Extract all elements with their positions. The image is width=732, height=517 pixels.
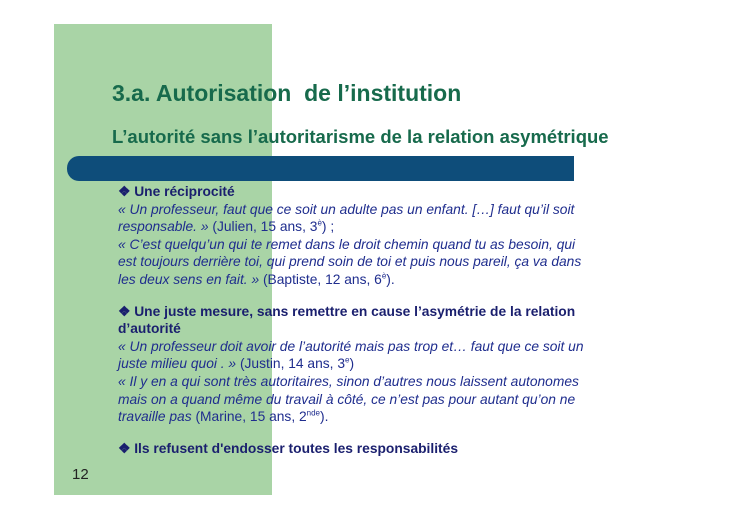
section-measure	[118, 303, 678, 426]
section-reciprocity	[118, 183, 678, 289]
quote-text: les deux sens en fait. »	[118, 271, 260, 287]
decorative-blue-bar	[67, 156, 574, 181]
quote-line: « Un professeur, faut que ce soit un adulte pas un enfant. […] faut qu’il soit	[118, 201, 575, 217]
quote-attribution: (Julien, 15 ans, 3	[208, 219, 318, 235]
quote-line	[118, 271, 678, 289]
slide-subtitle: L’autorité sans l’autoritarisme de la relation asymétrique	[112, 126, 609, 147]
grade-superscript: è	[317, 218, 322, 228]
quote-text: responsable. »	[118, 219, 209, 235]
quote-attribution: (Justin, 14 ans, 3	[236, 356, 346, 372]
quote-line: est toujours derrière toi, qui prend soin de toi et puis nous pareil, ça va dans	[118, 254, 582, 270]
quote-attribution-end: ) ;	[321, 219, 335, 235]
section-heading-text: d’autorité	[118, 321, 181, 337]
section-heading	[118, 303, 678, 321]
quote-line: « C’est quelqu’un qui te remet dans le droit chemin quand tu as besoin, qui	[118, 236, 576, 252]
slide-title: 3.a. Autorisation de l’institution	[112, 80, 462, 106]
quote-attribution-end: ).	[320, 409, 329, 425]
section-heading	[118, 440, 678, 458]
quote-line: « Un professeur doit avoir de l’autorité mais pas trop et… faut que ce soit un	[118, 338, 584, 354]
quote-attribution: (Baptiste, 12 ans, 6	[259, 271, 382, 287]
quote-text: juste milieu quoi . »	[118, 356, 237, 372]
diamond-bullet-icon: ❖	[118, 440, 131, 456]
section-heading-text: Une juste mesure, sans remettre en cause l’asymétrie de la relation	[134, 303, 576, 319]
slide-content	[118, 183, 678, 457]
quote-attribution-end: )	[349, 356, 355, 372]
grade-superscript: e	[345, 355, 350, 365]
diamond-bullet-icon: ❖	[118, 303, 131, 319]
section-refuse	[118, 440, 678, 458]
section-heading-text: Une réciprocité	[134, 184, 235, 199]
quote-attribution: (Marine, 15 ans, 2	[191, 409, 307, 425]
section-heading-text: Ils refusent d'endosser toutes les responsabilités	[134, 440, 458, 456]
quote-text: travaille pas	[118, 409, 192, 425]
section-heading	[118, 183, 678, 201]
quote-line: « Il y en a qui sont très autoritaires, sinon d’autres nous laissent autonomes	[118, 373, 579, 389]
page-number: 12	[72, 466, 89, 483]
grade-superscript: è	[381, 271, 387, 281]
quote-line: mais on a quand même du travail à côté, ce n’est pas pour autant qu’on ne	[118, 391, 576, 407]
quote-attribution-end: ).	[386, 271, 395, 287]
grade-superscript: nde	[306, 408, 321, 418]
quote-line	[118, 218, 678, 236]
diamond-bullet-icon: ❖	[118, 184, 131, 199]
quote-line	[118, 408, 678, 426]
quote-line	[118, 355, 678, 373]
